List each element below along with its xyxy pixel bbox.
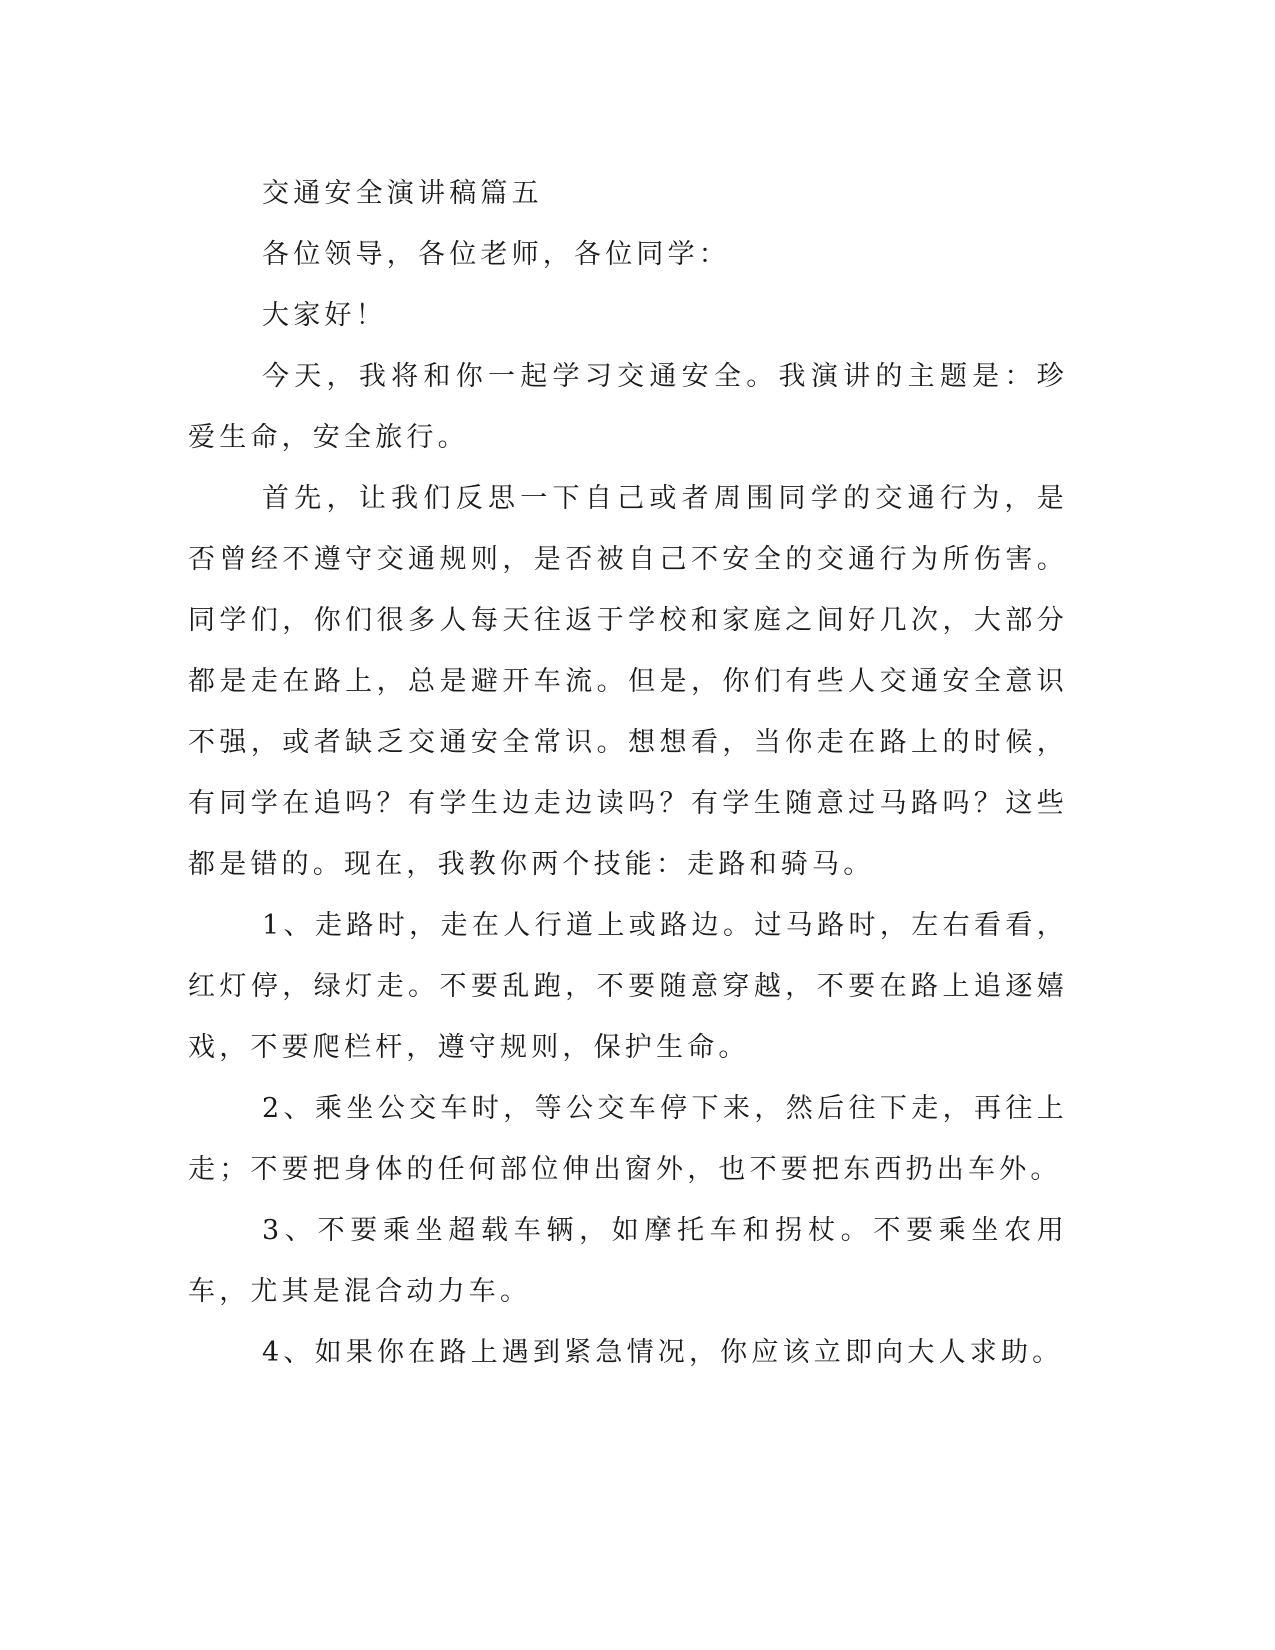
list-item-3: 3、不要乘坐超载车辆，如摩托车和拐杖。不要乘坐农用车，尤其是混合动力车。 <box>188 1215 1068 1307</box>
list-item-2: 2、乘坐公交车时，等公交车停下来，然后往下走，再往上走；不要把身体的任何部位伸出窗外，也不要把东西扔出车外。 <box>188 1093 1068 1185</box>
greeting: 大家好！ <box>262 300 387 331</box>
paragraph-reflection: 首先，让我们反思一下自己或者周围同学的交通行为，是否曾经不遵守交通规则，是否被自己不安全的交通行为所伤害。同学们，你们很多人每天往返于学校和家庭之间好几次，大部分都是走在路上，总是避开车流。但是，你们有些人交通安全意识不强，或者缺乏交通安全常识。想想看，当你走在路上的时候，有同学在追吗？有学生边走边读吗？有学生随意过马路吗？这些都是错的。现在，我教你两个技能：走路和骑马。 <box>188 483 1068 880</box>
document-body <box>188 163 1068 1383</box>
list-item-1: 1、走路时，走在人行道上或路边。过马路时，左右看看，红灯停，绿灯走。不要乱跑，不要随意穿越，不要在路上追逐嬉戏，不要爬栏杆，遵守规则，保护生命。 <box>188 910 1068 1063</box>
document-title: 交通安全演讲稿篇五 <box>262 178 543 209</box>
list-item-4: 4、如果你在路上遇到紧急情况，你应该立即向大人求助。 <box>262 1337 1064 1368</box>
paragraph-intro: 今天，我将和你一起学习交通安全。我演讲的主题是：珍爱生命，安全旅行。 <box>188 361 1068 453</box>
salutation: 各位领导，各位老师，各位同学： <box>262 239 730 270</box>
